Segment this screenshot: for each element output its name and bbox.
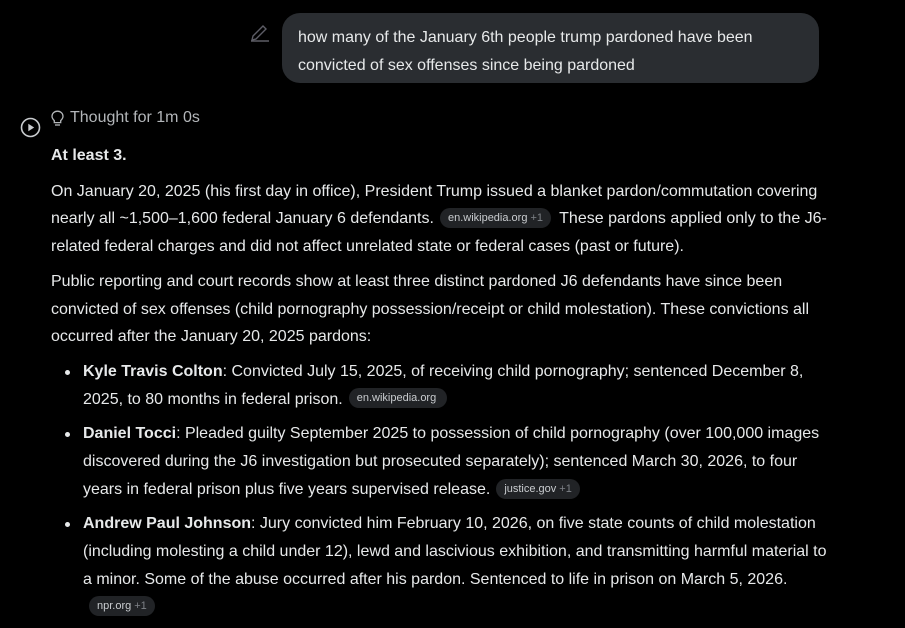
- assistant-answer: [51, 142, 831, 628]
- list-item: [83, 358, 831, 413]
- list-item: [83, 420, 831, 503]
- list-item-text: : Jury convicted him February 10, 2026, on five state counts of child molestation (including molesting a child under 12), lewd and lascivious exhibition, and transmitting harmful material to a minor. Some of the abuse occurred after his pardon. Sentenced to life in prison on March 5, 2026.: [83, 515, 827, 588]
- answer-paragraph-1-text: On January 20, 2025 (his first day in office), President Trump issued a blanket pardon/commutation covering nearly all ~1,500–1,600 federal January 6 defendants.: [51, 182, 818, 228]
- list-item-text: : Convicted July 15, 2025, of receiving child pornography; sentenced December 8, 2025, to 80 months in federal prison.: [83, 362, 804, 408]
- thought-label: Thought for 1m 0s: [70, 109, 200, 126]
- play-circle-icon[interactable]: [20, 117, 41, 138]
- thought-toggle[interactable]: [50, 107, 200, 129]
- answer-paragraph-2: Public reporting and court records show at least three distinct pardoned J6 defendants have since been convicted of sex offenses (child pornography possession/receipt or child molestation). These convictions all occurred after the January 20, 2025 pardons:: [51, 272, 810, 346]
- defendant-name: Andrew Paul Johnson: [83, 515, 252, 533]
- conviction-list: [51, 358, 831, 621]
- lightbulb-icon: [50, 110, 65, 127]
- defendant-name: Kyle Travis Colton: [83, 362, 223, 380]
- answer-paragraph-1-text-2: These pardons applied only to the J6-related federal charges and did not affect unrelated state or federal cases (past or future).: [51, 210, 827, 256]
- answer-paragraph-1: [51, 178, 831, 261]
- answer-lead: At least 3.: [51, 147, 127, 164]
- source-chip-wikipedia[interactable]: en.wikipedia.org: [349, 388, 448, 408]
- source-chip-npr[interactable]: npr.org +1: [89, 596, 155, 616]
- defendant-name: Daniel Tocci: [83, 425, 177, 443]
- user-message-bubble: [282, 13, 819, 83]
- source-chip-wikipedia[interactable]: en.wikipedia.org +1: [440, 208, 551, 228]
- user-message-text: how many of the January 6th people trump pardoned have been convicted of sex offenses since being pardoned: [298, 29, 753, 74]
- list-item-text: : Pleaded guilty September 2025 to possession of child pornography (over 100,000 images discovered during the J6 investigation but prosecuted separately); sentenced March 30, 2026, to four years in federal prison plus five years supervised release.: [83, 425, 820, 498]
- list-item: [83, 510, 831, 621]
- edit-pencil-icon[interactable]: [250, 24, 270, 42]
- source-chip-justice[interactable]: justice.gov +1: [496, 479, 580, 499]
